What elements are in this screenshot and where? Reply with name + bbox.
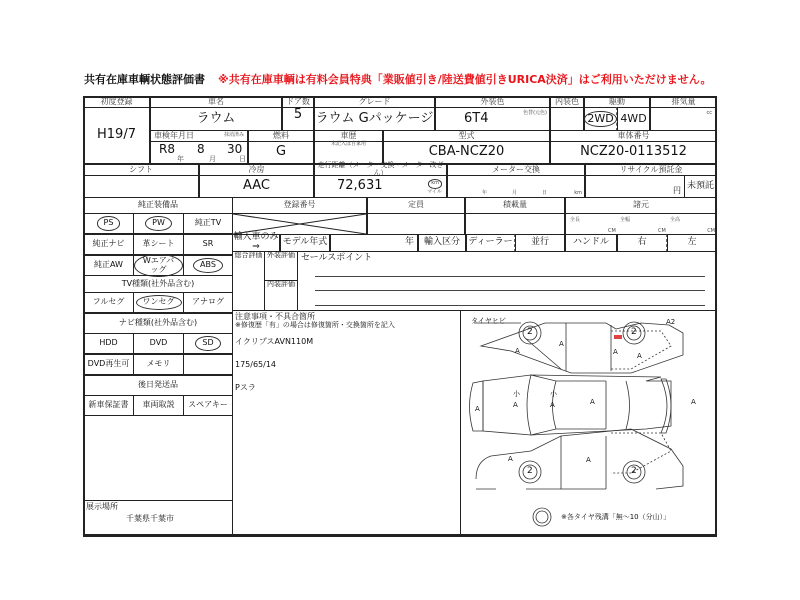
grade-header: グレード (314, 96, 435, 108)
navi-header-label: ナビ種類(社外品含む) (118, 318, 198, 328)
ac-header: 冷房 (199, 164, 314, 176)
equipment-item (83, 213, 134, 234)
cm-unit: CM (608, 227, 616, 234)
right-handle-option: 右 (617, 234, 667, 252)
fuel-header: 燃料 (248, 130, 314, 142)
exterior-color-header: 外装色 (435, 96, 550, 108)
tv-header-label: TV種類(社外品含む) (121, 278, 195, 288)
notes-header: 注意事項・不具合箇所 (235, 312, 315, 321)
equipment-item-label: Wエアバッグ (134, 254, 183, 278)
navi-option (133, 333, 184, 354)
later-item (83, 395, 134, 416)
color-code: 6T4 (464, 110, 489, 126)
tire-depth: 2 (527, 466, 533, 476)
shift-value (83, 175, 199, 198)
note-line: Pスラ (235, 383, 256, 393)
tv-option-label: フルセグ (92, 297, 125, 307)
damage-mark: A2 (666, 318, 676, 326)
meter-day: 日 (542, 189, 548, 196)
tv-option (183, 292, 233, 313)
handle-label: ハンドル (565, 234, 617, 252)
mileage-header: 走行距離（メーター交換・メーター改ざん） (314, 164, 447, 176)
first-reg-value: H19/7 (83, 107, 150, 164)
history-header: 車歴 (314, 130, 383, 142)
equipment-item (133, 255, 184, 276)
display-location-label: 展示場所 (86, 502, 118, 511)
equipment-item-label: PS (97, 216, 121, 231)
warning-notice: ※共有在庫車輌は有料会員特典「業販値引き/陸送費値引きURICA決済」はご利用いただけません。 (218, 73, 712, 86)
later-item-label: 新車保証書 (88, 400, 129, 410)
equipment-header (83, 197, 233, 214)
grade-value: ラウム Gパッケージ (314, 107, 435, 131)
equipment-item-label: 純正ナビ (92, 239, 125, 249)
meter-year: 年 (482, 189, 488, 196)
tire-depth: 2 (527, 327, 533, 337)
display-location (83, 500, 233, 537)
drive-2wd (584, 107, 617, 131)
damage-mark: A (475, 405, 480, 413)
damage-mark: A (515, 347, 520, 355)
tire-depth: 2 (631, 327, 637, 337)
reg-no-header: 登録番号 (232, 197, 367, 214)
insp-year: R8 (159, 142, 175, 156)
displacement-header: 排気量 (650, 96, 717, 108)
damage-mark: A (559, 340, 564, 348)
cancelled-label: 抹消済み (223, 132, 244, 139)
equipment-panel (83, 197, 233, 537)
equipment-item (133, 234, 184, 255)
navi-option-label: HDD (99, 338, 118, 348)
cm-unit: CM (707, 227, 715, 234)
capacity-header: 定員 (367, 197, 465, 214)
later-item (183, 395, 233, 416)
damage-mark: 小 (513, 390, 520, 398)
sales-line (315, 276, 705, 277)
later-shipment-header-label: 後日発送品 (138, 380, 178, 390)
shift-header: シフト (83, 164, 199, 176)
equipment-item-label: PW (145, 216, 172, 231)
capacity-value (367, 213, 465, 235)
import-only-label: 輸入車のみ⇒ (233, 232, 279, 252)
document-title: 共有在庫車輌状態評価書 (84, 73, 205, 86)
drive-4wd: 4WD (617, 107, 650, 131)
cc-unit: cc (706, 110, 712, 116)
equipment-item (183, 234, 233, 255)
display-location-value: 千葉県千葉市 (126, 513, 174, 523)
equipment-item-label: 革シート (142, 239, 175, 249)
specs-header: 諸元 (565, 197, 717, 214)
navi-header (83, 313, 233, 334)
interior-color-header: 内装色 (550, 96, 584, 108)
meter-km: km (574, 189, 582, 196)
drive-2wd-label: 2WD (584, 111, 616, 127)
recycle-header: リサイクル預託金 (585, 164, 717, 176)
mile-unit: マイル (427, 189, 442, 195)
equipment-item-label: ABS (193, 258, 223, 273)
blank-area (83, 415, 233, 501)
insp-day: 30 (227, 142, 243, 156)
year-label: 年 (177, 155, 184, 163)
navi-option (183, 354, 233, 375)
navi-option (83, 354, 134, 375)
equipment-item-label: SR (202, 239, 214, 249)
parallel-option: 並行 (515, 234, 565, 252)
car-name-header: 車名 (150, 96, 282, 108)
history-note: 未記入は自家用 (330, 141, 366, 147)
navi-option-label: SD (195, 336, 220, 351)
navi-option (83, 333, 134, 354)
chassis-no-header: 車体番号 (550, 130, 717, 142)
equipment-item (83, 234, 134, 255)
load-value (465, 213, 565, 235)
navi-option-label: DVD (149, 338, 168, 348)
model-code-header: 型式 (383, 130, 550, 142)
exterior-eval: 外装評価 (264, 251, 298, 281)
color-change-note: 色替(元色) (523, 110, 547, 116)
meter-exchange-header: メーター交換 (447, 164, 585, 176)
equipment-item-label: 純正AW (94, 260, 123, 270)
navi-option (183, 333, 233, 354)
tire-crack-label: タイヤヒビ (471, 317, 506, 325)
later-item (133, 395, 184, 416)
notes-subheader: ※修復歴「有」の場合は修復箇所・交換箇所を記入 (235, 320, 395, 329)
later-item-label: スペアキー (188, 400, 228, 410)
recycle-amount (585, 175, 685, 198)
equipment-item (183, 213, 233, 234)
interior-color-value (550, 107, 584, 131)
tv-option-label: アナログ (192, 297, 224, 307)
note-line: イクリプスAVN110M (235, 337, 314, 347)
ac-value: AAC (199, 175, 314, 198)
height-label: 全高 (670, 217, 681, 223)
dealer-option: ディーラー (466, 234, 515, 252)
equipment-item (183, 255, 233, 276)
insp-month: 8 (197, 142, 205, 156)
import-type-label: 輸入区分 (418, 234, 466, 252)
inspection-label: 車検年月日 (154, 130, 194, 140)
tv-option (83, 292, 134, 313)
day-label: 日 (239, 155, 246, 163)
specs-value (565, 213, 717, 235)
cm-unit: CM (658, 227, 666, 234)
tv-option (133, 292, 184, 313)
load-header: 積載量 (465, 197, 565, 214)
meter-month: 月 (512, 189, 518, 196)
interior-eval: 内装評価 (264, 280, 298, 311)
damage-mark: A (508, 455, 513, 463)
doors-value: 5 (282, 107, 314, 131)
left-handle-option: 左 (667, 234, 717, 252)
sales-line (315, 305, 705, 306)
tire-circles (519, 322, 645, 526)
car-top-view (470, 375, 672, 435)
mileage-number: 72,631 (337, 178, 383, 194)
equipment-item-label: 純正TV (194, 218, 222, 228)
navi-option-label: メモリ (146, 359, 171, 369)
equipment-header-label: 純正装備品 (138, 200, 178, 210)
doors-header: ドア数 (282, 96, 314, 108)
model-code-value: CBA-NCZ20 (383, 141, 550, 164)
fuel-value: G (248, 141, 314, 164)
damage-mark: A (550, 401, 555, 409)
cross-out-icon (233, 214, 366, 234)
note-line: 175/65/14 (235, 360, 277, 370)
width-label: 全幅 (620, 217, 631, 223)
exterior-color-value (435, 107, 550, 131)
mileage-value (314, 175, 447, 198)
equipment-item (133, 213, 184, 234)
equipment-item (83, 255, 134, 276)
damage-mark: A (513, 401, 518, 409)
damage-marker (614, 335, 622, 339)
inspection-date-value (150, 141, 248, 164)
month-label: 月 (209, 155, 216, 163)
tv-header (83, 275, 233, 293)
tv-option-label: ワンセグ (136, 295, 182, 310)
damage-mark: A (586, 456, 591, 464)
later-shipment-header (83, 375, 233, 396)
tire-depth: 2 (631, 466, 637, 476)
later-item-label: 車両取説 (142, 400, 175, 410)
meter-exchange-value (447, 175, 585, 198)
car-side-top (474, 323, 683, 373)
tire-legend: ※各タイヤ残溝「無～10（分山）」 (561, 513, 671, 521)
navi-option-label: DVD再生可 (87, 359, 130, 369)
sales-point-label: セールスポイント (301, 253, 373, 263)
model-year-value: 年 (330, 234, 418, 252)
first-reg-header: 初度登録 (83, 96, 150, 108)
yen-unit: 円 (673, 186, 681, 196)
damage-mark: A (637, 352, 642, 360)
damage-mark: A (613, 348, 618, 356)
damage-mark: A (590, 398, 595, 406)
sales-line (315, 290, 705, 291)
drive-header: 駆動 (584, 96, 650, 108)
length-label: 全長 (570, 217, 581, 223)
damage-mark: A (691, 398, 696, 406)
sales-point (297, 251, 717, 311)
km-unit-circled: km (428, 179, 442, 189)
overall-eval: 総合評価 (232, 251, 265, 311)
car-diagram-svg (461, 311, 716, 536)
notes-panel (232, 310, 461, 537)
damage-mark: 小 (550, 390, 557, 398)
damage-diagram (460, 310, 717, 537)
displacement-value (650, 107, 717, 131)
recycle-status: 未預託 (684, 175, 717, 198)
model-year-label: モデル年式 (280, 234, 330, 252)
chassis-no-value: NCZ20-0113512 (550, 141, 717, 164)
navi-option (133, 354, 184, 375)
car-name-value: ラウム (150, 107, 282, 131)
